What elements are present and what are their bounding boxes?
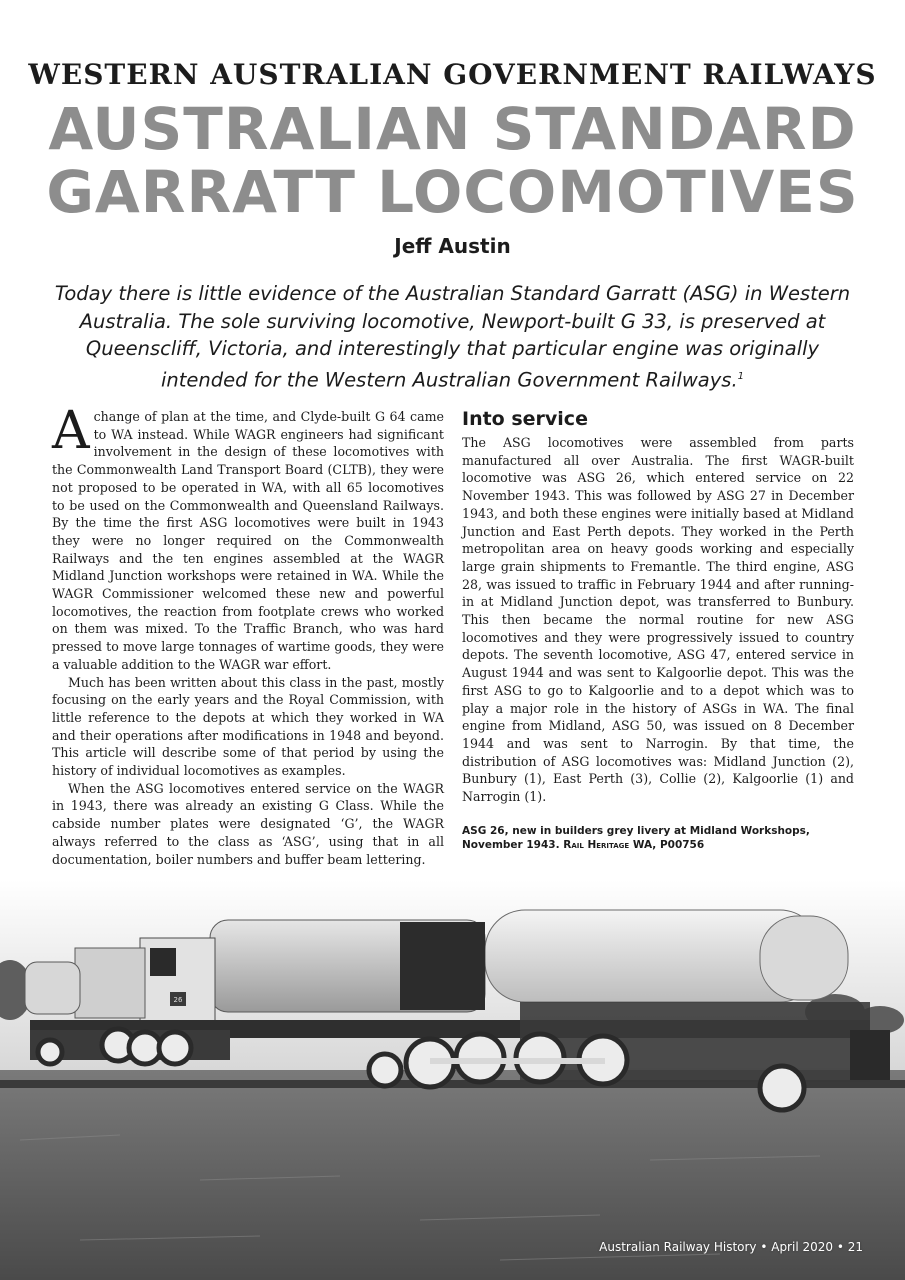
caption-text: ASG 26, new in builders grey livery at Midland Workshops, November 1943. <box>462 824 810 851</box>
locomotive-photo <box>0 880 905 1280</box>
standfirst-text: Today there is little evidence of the Australian Standard Garratt (ASG) in Western Australia. The sole surviving locomotive, Newport-built G 33, is preserved at Queenscliff, Victoria, and interestingly that particular engine was originally intended for the Western Australian Government Railways. <box>54 282 851 391</box>
drop-cap: A <box>52 401 90 461</box>
cab-number: 26 <box>173 996 183 1004</box>
front-tank-lip <box>760 916 848 1000</box>
title-line-1: AUSTRALIAN STANDARD <box>48 95 857 163</box>
paragraph-3: When the ASG locomotives entered service on the WAGR in 1943, there was already an existing G Class. While the cabside number plates were designated ‘G’, the WAGR always referred to the class as ‘ASG’, using that in all documentation, boiler numbers and buffer beam lettering. <box>52 780 444 867</box>
photo-caption <box>462 824 854 852</box>
smokebox <box>400 922 485 1010</box>
author-byline: Jeff Austin <box>394 234 511 258</box>
coupling-rod <box>430 1058 605 1064</box>
section-body: The ASG locomotives were assembled from parts manufactured all over Australia. The first WAGR-built locomotive was ASG 26, which entered service on 22 November 1943. This was followed by ASG 27 in December 1943, and both these engines were initially based at Midland Junction and East Perth depots. They worked in the Perth metropolitan area on heavy goods working and especially large grain shipments to Fremantle. The third engine, ASG 28, was issued to traffic in February 1944 and after running-in at Midland Junction depot, was transferred to Bunbury. This then became the normal routine for new ASG locomotives and they were progressively issued to country depots. The seventh locomotive, ASG 47, entered service in August 1944 and was sent to Kalgoorlie depot. This was the first ASG to go to Kalgoorlie and to a depot which was to play a major role in the history of ASGs in WA. The final engine from Midland, ASG 50, was issued on 8 December 1944 and was sent to Narrogin. By that time, the distribution of ASG locomotives was: Midland Junction (2), Bunbury (1), East Perth (3), Collie (2), Kalgoorlie (1) and Narrogin (1). <box>462 435 854 805</box>
photo-credit: Rail Heritage WA, P00756 <box>563 838 705 851</box>
footnote-ref: 1 <box>737 370 745 382</box>
paragraph-1 <box>52 401 444 674</box>
paragraph-2: Much has been written about this class in the past, mostly focusing on the early years and the Royal Commission, with little reference to the depots at which they worked in WA and their operations after modifications in 1948 and beyond. This article will describe some of that period by using the history of individual locomotives as examples. <box>52 674 444 779</box>
right-column <box>462 408 854 852</box>
section-heading: Into service <box>462 408 588 430</box>
coal-bunker <box>75 948 145 1018</box>
rear-driving-wheel <box>159 1032 191 1064</box>
trailing-wheel <box>38 1040 62 1064</box>
rear-tank <box>25 962 80 1014</box>
page-footer: Australian Railway History • April 2020 • 21 <box>599 1240 863 1254</box>
title-line-2: GARRATT LOCOMOTIVES <box>46 158 859 226</box>
cab-window <box>150 948 176 976</box>
kicker-heading: WESTERN AUSTRALIAN GOVERNMENT RAILWAYS <box>28 58 877 91</box>
front-buffer-beam <box>850 1030 890 1080</box>
rear-driving-wheel <box>129 1032 161 1064</box>
left-column <box>52 401 444 868</box>
paragraph-1-text: change of plan at the time, and Clyde-built G 64 came to WA instead. While WAGR engineers had significant involvement in the design of these locomotives with the Commonwealth Land Transport Board (CLTB), they were not proposed to be operated in WA, with all 65 locomotives to be used on the Commonwealth and Queensland Railways. By the time the first ASG locomotives were built in 1943 they were no longer required on the Commonwealth Railways and the ten engines assembled at the WAGR Midland Junction workshops were retained in WA. While the WAGR Commissioner welcomed these new and powerful locomotives, the reaction from footplate crews who worked on them was mixed. To the Traffic Branch, who was hard pressed to move large tonnages of wartime goods, they were a valuable addition to the WAGR war effort. <box>52 409 444 672</box>
article-title <box>0 95 905 226</box>
bogie-wheel <box>369 1054 401 1086</box>
front-frame <box>520 1002 870 1082</box>
standfirst <box>50 280 855 394</box>
leading-wheel <box>760 1066 804 1110</box>
